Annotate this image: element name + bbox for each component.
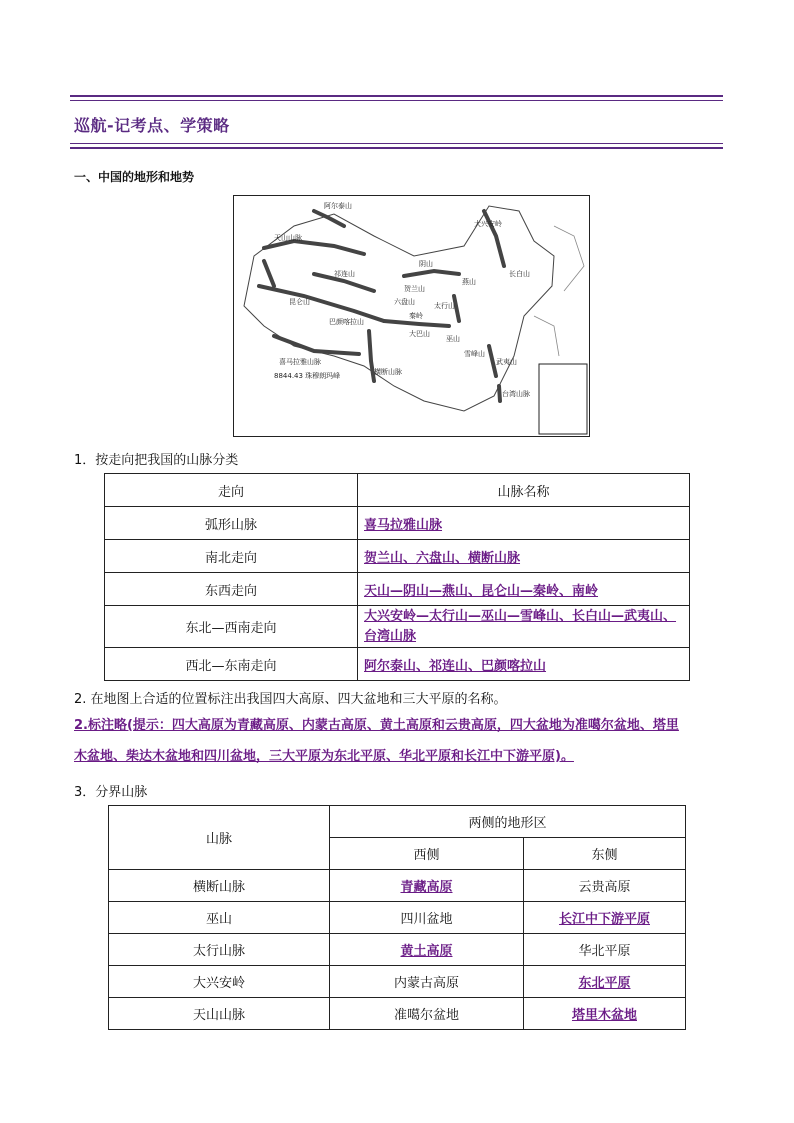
china-mountains-map (233, 195, 590, 437)
range-kunlun (259, 286, 384, 321)
answer-cell: 贺兰山、六盘山、横断山脉 (358, 540, 690, 573)
answer-cell: 阿尔泰山、祁连山、巴颜喀拉山 (358, 648, 690, 681)
map-label: 天山山脉 (274, 234, 302, 242)
answer-line: 大兴安岭—太行山—巫山—雪峰山、长白山—武夷山、 (364, 608, 677, 624)
mountain-cell: 横断山脉 (109, 870, 330, 902)
answer-cell: 喜马拉雅山脉 (358, 507, 690, 540)
q1-title: 1．按走向把我国的山脉分类 (74, 453, 239, 468)
direction-cell: 东西走向 (105, 573, 358, 606)
range-karakoram (264, 261, 274, 286)
east-answer-cell: 塔里木盆地 (524, 998, 686, 1030)
east-answer-cell: 长江中下游平原 (524, 902, 686, 934)
map-label: 六盘山 (394, 298, 415, 306)
page-title: 巡航-记考点、学策略 (74, 116, 230, 135)
east-answer-cell: 东北平原 (524, 966, 686, 998)
map-label: 横断山脉 (374, 368, 402, 376)
south-sea-inset (539, 364, 587, 434)
q2-answer-line2: 木盆地、柴达木盆地和四川盆地，三大平原为东北平原、华北平原和长江中下游平原)。 (74, 749, 574, 764)
header-mountain: 山脉 (109, 806, 330, 870)
mountain-cell: 天山山脉 (109, 998, 330, 1030)
map-label: 长白山 (509, 270, 530, 278)
q3-title: 3．分界山脉 (74, 785, 148, 800)
map-label: 8844.43 珠穆朗玛峰 (274, 372, 341, 380)
direction-cell: 西北—东南走向 (105, 648, 358, 681)
map-label: 阴山 (419, 260, 433, 268)
answer-cell: 天山—阴山—燕山、昆仑山—秦岭、南岭 (358, 573, 690, 606)
header-direction: 走向 (105, 474, 358, 507)
range-tianshan (264, 241, 364, 254)
west-cell: 准噶尔盆地 (330, 998, 524, 1030)
west-cell: 四川盆地 (330, 902, 524, 934)
range-taiwan (499, 386, 500, 401)
east-cell: 云贵高原 (524, 870, 686, 902)
west-answer-cell: 青藏高原 (330, 870, 524, 902)
range-wuyi (489, 346, 496, 376)
boundary-mountain-table (108, 805, 686, 1030)
map-drawing (234, 196, 589, 436)
map-label: 武夷山 (496, 358, 517, 366)
table-row (105, 648, 690, 681)
range-yinshan (404, 271, 459, 276)
map-label: 雪峰山 (464, 350, 485, 358)
map-coastline (534, 226, 584, 356)
range-himalaya (274, 336, 359, 354)
map-label: 台湾山脉 (502, 390, 530, 398)
header-rule-bottom (70, 147, 723, 149)
mountain-cell: 大兴安岭 (109, 966, 330, 998)
east-cell: 华北平原 (524, 934, 686, 966)
map-label: 巴颜喀拉山 (329, 318, 364, 326)
table-row (105, 606, 690, 648)
map-label: 喜马拉雅山脉 (279, 358, 321, 366)
table-row (109, 870, 686, 902)
map-label: 太行山 (434, 302, 455, 310)
header-mountain-names: 山脉名称 (358, 474, 690, 507)
map-label: 大巴山 (409, 330, 430, 338)
mountain-cell: 巫山 (109, 902, 330, 934)
map-label: 贺兰山 (404, 285, 425, 293)
table-row (105, 540, 690, 573)
table-row (109, 902, 686, 934)
mountain-direction-table (104, 473, 690, 681)
map-label: 巫山 (446, 335, 460, 343)
table-row (109, 934, 686, 966)
header-west: 西侧 (330, 838, 524, 870)
answer-line: 台湾山脉 (364, 628, 417, 644)
answer-cell (358, 606, 690, 648)
table-row (109, 966, 686, 998)
header-rule-bottom-thin (70, 143, 723, 144)
direction-cell: 弧形山脉 (105, 507, 358, 540)
map-label: 秦岭 (409, 312, 423, 320)
q2-title: 2. 在地图上合适的位置标注出我国四大高原、四大盆地和三大平原的名称。 (74, 692, 507, 707)
section-title: 一、中国的地形和地势 (74, 170, 195, 184)
header-sides: 两侧的地形区 (330, 806, 686, 838)
header-rule-top-thin (70, 100, 723, 101)
table-row (105, 507, 690, 540)
mountain-cell: 太行山脉 (109, 934, 330, 966)
table-header-row (109, 806, 686, 838)
header-rule-top (70, 95, 723, 97)
west-answer-cell: 黄土高原 (330, 934, 524, 966)
range-qinling (384, 321, 449, 326)
map-label: 阿尔泰山 (324, 202, 352, 210)
table-row (105, 573, 690, 606)
map-label: 祁连山 (334, 270, 355, 278)
header-east: 东侧 (524, 838, 686, 870)
direction-cell: 南北走向 (105, 540, 358, 573)
west-cell: 内蒙古高原 (330, 966, 524, 998)
direction-cell: 东北—西南走向 (105, 606, 358, 648)
map-label: 燕山 (462, 278, 476, 286)
map-label: 昆仑山 (289, 298, 310, 306)
map-label: 大兴安岭 (474, 220, 502, 228)
table-header-row (105, 474, 690, 507)
q2-answer-line1: 2.标注略(提示：四大高原为青藏高原、内蒙古高原、黄土高原和云贵高原，四大盆地为准噶尔盆地、塔里 (74, 718, 679, 733)
table-row (109, 998, 686, 1030)
